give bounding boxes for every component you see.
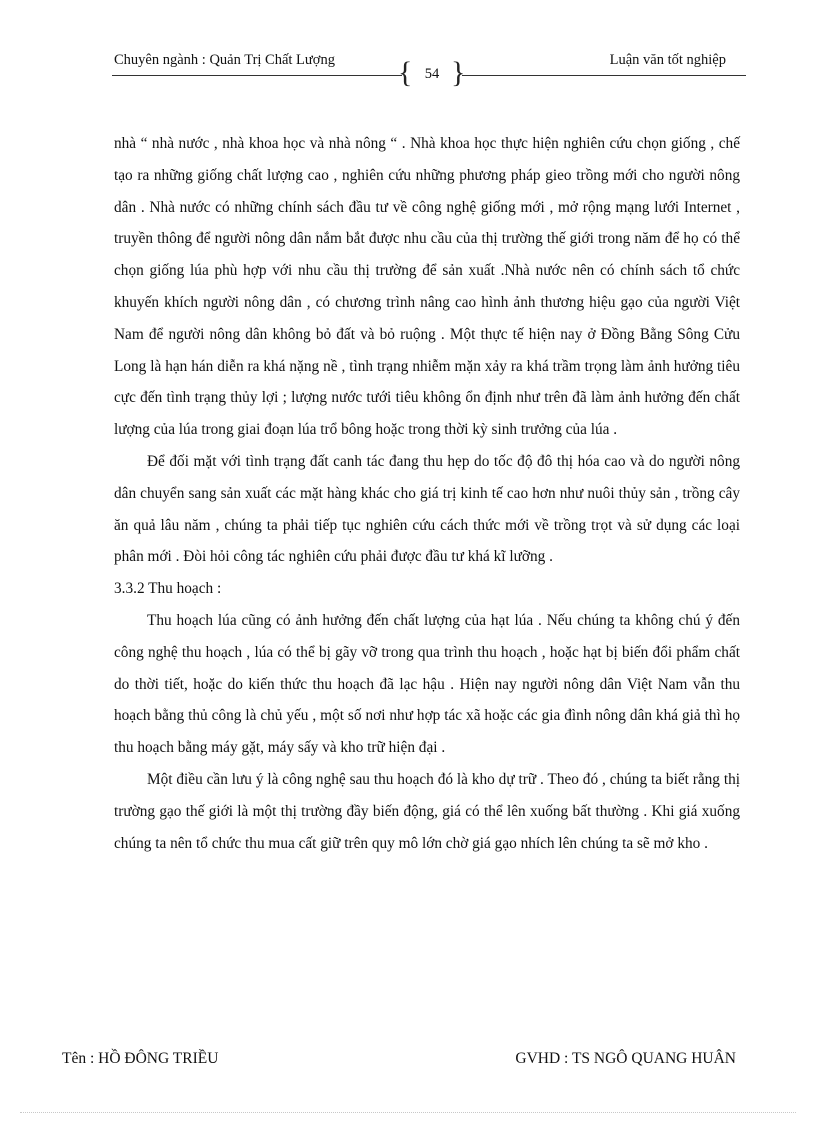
- header-major: Chuyên ngành : Quản Trị Chất Lượng: [114, 52, 335, 68]
- document-body: [114, 128, 740, 859]
- page-bottom-border: [20, 1112, 796, 1113]
- header-rule-left: [112, 75, 402, 76]
- header-rule-right: [462, 75, 746, 76]
- footer-author: Tên : HỒ ĐÔNG TRIỀU: [62, 1050, 219, 1067]
- body-paragraph: Để đối mặt với tình trạng đất canh tác đang thu hẹp do tốc độ đô thị hóa cao và do người nông dân chuyển sang sản xuất các mặt hàng khác cho giá trị kinh tế cao hơn như nuôi thủy sản , trồng cây ăn quả lâu năm , chúng ta phải tiếp tục nghiên cứu cách thức mới về trồng trọt và sử dụng các loại phân mới . Đòi hỏi công tác nghiên cứu phải được đầu tư khá kĩ lưỡng .: [114, 452, 740, 566]
- body-paragraph: nhà “ nhà nước , nhà khoa học và nhà nông “ . Nhà khoa học thực hiện nghiên cứu chọn giống , chế tạo ra những giống chất lượng cao , nghiên cứu những phương pháp gieo trồng mới cho người nông dân . Nhà nước có những chính sách đầu tư về công nghệ giống mới , mở rộng mạng lưới Internet , truyền thông để người nông dân nắm bắt được nhu cầu của thị trường thế giới trong năm để họ có thể chọn giống lúa phù hợp với nhu cầu thị trường để sản xuất .Nhà nước nên có chính sách tổ chức khuyến khích người nông dân , có chương trình nâng cao hình ảnh thương hiệu gạo của người Việt Nam để người nông dân không bỏ đất và bỏ ruộng . Một thực tế hiện nay ở Đồng Bằng Sông Cửu Long là hạn hán diễn ra khá nặng nề , tình trạng nhiễm mặn xảy ra khá trầm trọng làm ảnh hưởng tiêu cực đến tình trạng thủy lợi ; lượng nước tưới tiêu không ổn định như trên đã làm ảnh hưởng đến chất lượng của lúa trong giai đoạn lúa trổ bông hoặc trong thời kỳ sinh trưởng của lúa .: [114, 135, 740, 439]
- header-document-type: Luận văn tốt nghiệp: [609, 52, 726, 68]
- body-paragraph: Một điều cần lưu ý là công nghệ sau thu hoạch đó là kho dự trữ . Theo đó , chúng ta biết rằng thị trường gạo thế giới là một thị trường đầy biến động, giá có thể lên xuống bất thường . Khi giá xuống chúng ta nên tổ chức thu mua cất giữ trên quy mô lớn chờ giá gạo nhích lên chúng ta sẽ mở kho .: [114, 770, 740, 852]
- body-paragraph: Thu hoạch lúa cũng có ảnh hưởng đến chất lượng của hạt lúa . Nếu chúng ta không chú ý đến công nghệ thu hoạch , lúa có thể bị gãy vỡ trong qua trình thu hoạch , hoặc hạt bị biến đổi phẩm chất do thời tiết, hoặc do kiến thức thu hoạch đã lạc hậu . Hiện nay người nông dân Việt Nam vẫn thu hoạch bằng thủ công là chủ yếu , một số nơi như hợp tác xã hoặc các gia đình nông dân khá giả thì họ thu hoạch bằng máy gặt, máy sấy và kho trữ hiện đại .: [114, 611, 740, 757]
- page-header: [0, 0, 816, 100]
- left-brace-decoration: {: [398, 56, 413, 89]
- footer-advisor: GVHD : TS NGÔ QUANG HUÂN: [515, 1050, 736, 1067]
- right-brace-decoration: }: [451, 56, 466, 89]
- page-number: 54: [424, 66, 440, 82]
- section-heading: 3.3.2 Thu hoạch :: [114, 580, 222, 598]
